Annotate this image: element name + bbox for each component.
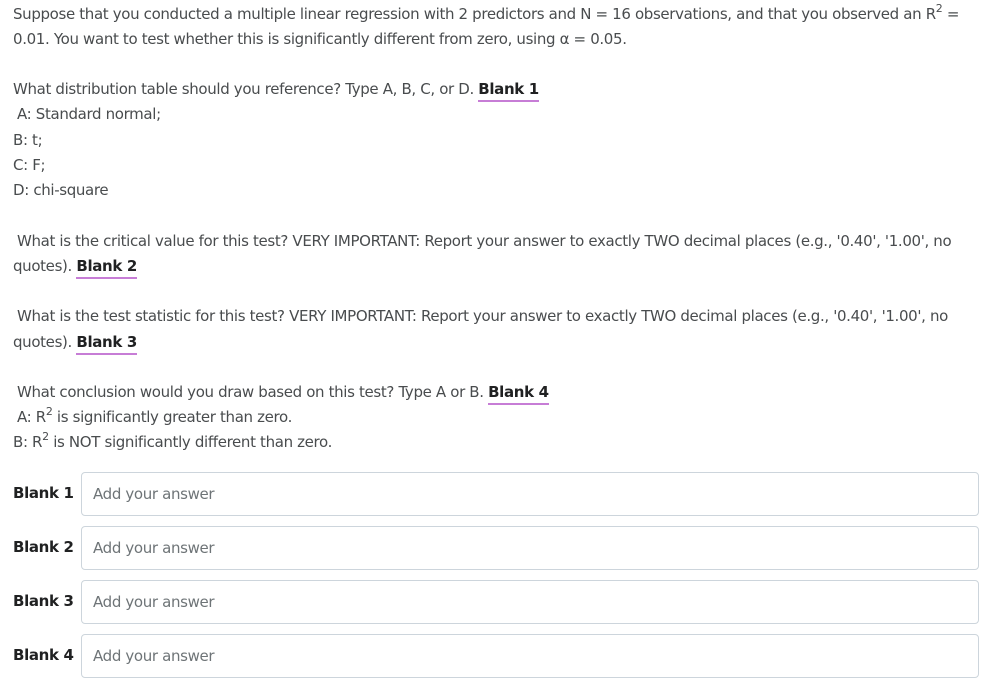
intro-text: Suppose that you conducted a multiple linear regression with 2 predictors and N = 16 observations, and that you observed an R xyxy=(13,5,936,23)
blank-2-input[interactable] xyxy=(81,526,979,570)
question-2-line-2 xyxy=(13,254,137,279)
answer-row-1 xyxy=(13,472,979,516)
option-text: is significantly greater than zero. xyxy=(52,408,292,426)
option-c: C: F; xyxy=(13,156,46,174)
question-4-text: What conclusion would you draw based on this test? Type A or B. xyxy=(17,383,489,401)
intro-text: = xyxy=(942,5,960,23)
answer-row-2 xyxy=(13,526,979,570)
conclusion-option-a xyxy=(17,405,292,430)
superscript: 2 xyxy=(42,430,49,443)
question-2-text: quotes). xyxy=(13,257,77,275)
blank-1-input[interactable] xyxy=(81,472,979,516)
question-1 xyxy=(13,77,539,102)
blank-1-label: Blank 1 xyxy=(13,484,74,502)
answer-row-3 xyxy=(13,580,979,624)
blank-4-label: Blank 4 xyxy=(13,646,74,664)
option-a: A: Standard normal; xyxy=(17,105,161,123)
superscript: 2 xyxy=(935,2,943,15)
question-3-line-2 xyxy=(13,330,137,355)
option-d: D: chi-square xyxy=(13,181,109,199)
option-b: B: t; xyxy=(13,131,43,149)
question-1-text: What distribution table should you reference? Type A, B, C, or D. xyxy=(13,80,479,98)
answer-row-4 xyxy=(13,634,979,678)
blank-1-reference[interactable]: Blank 1 xyxy=(478,79,539,102)
option-text: B: R xyxy=(13,433,43,451)
option-text: is NOT significantly different than zero. xyxy=(48,433,333,451)
blank-3-label: Blank 3 xyxy=(13,592,74,610)
option-text: A: R xyxy=(17,408,46,426)
blank-2-label: Blank 2 xyxy=(13,538,74,556)
superscript: 2 xyxy=(45,405,53,418)
blank-3-input[interactable] xyxy=(81,580,979,624)
intro-line-2: 0.01. You want to test whether this is significantly different from zero, using α = 0.05. xyxy=(13,30,627,48)
intro-line-1 xyxy=(13,2,959,27)
blank-4-reference[interactable]: Blank 4 xyxy=(488,382,549,405)
question-3-line-1: What is the test statistic for this test? VERY IMPORTANT: Report your answer to exactly TWO decimal places (e.g., '0.40', '1.00', no xyxy=(17,307,948,325)
question-4 xyxy=(17,380,549,405)
question-2-line-1: What is the critical value for this test? VERY IMPORTANT: Report your answer to exactly TWO decimal places (e.g., '0.40', '1.00', no xyxy=(17,232,952,250)
conclusion-option-b xyxy=(13,430,332,455)
blank-2-reference[interactable]: Blank 2 xyxy=(76,256,137,279)
blank-3-reference[interactable]: Blank 3 xyxy=(76,332,137,355)
blank-4-input[interactable] xyxy=(81,634,979,678)
question-3-text: quotes). xyxy=(13,333,77,351)
